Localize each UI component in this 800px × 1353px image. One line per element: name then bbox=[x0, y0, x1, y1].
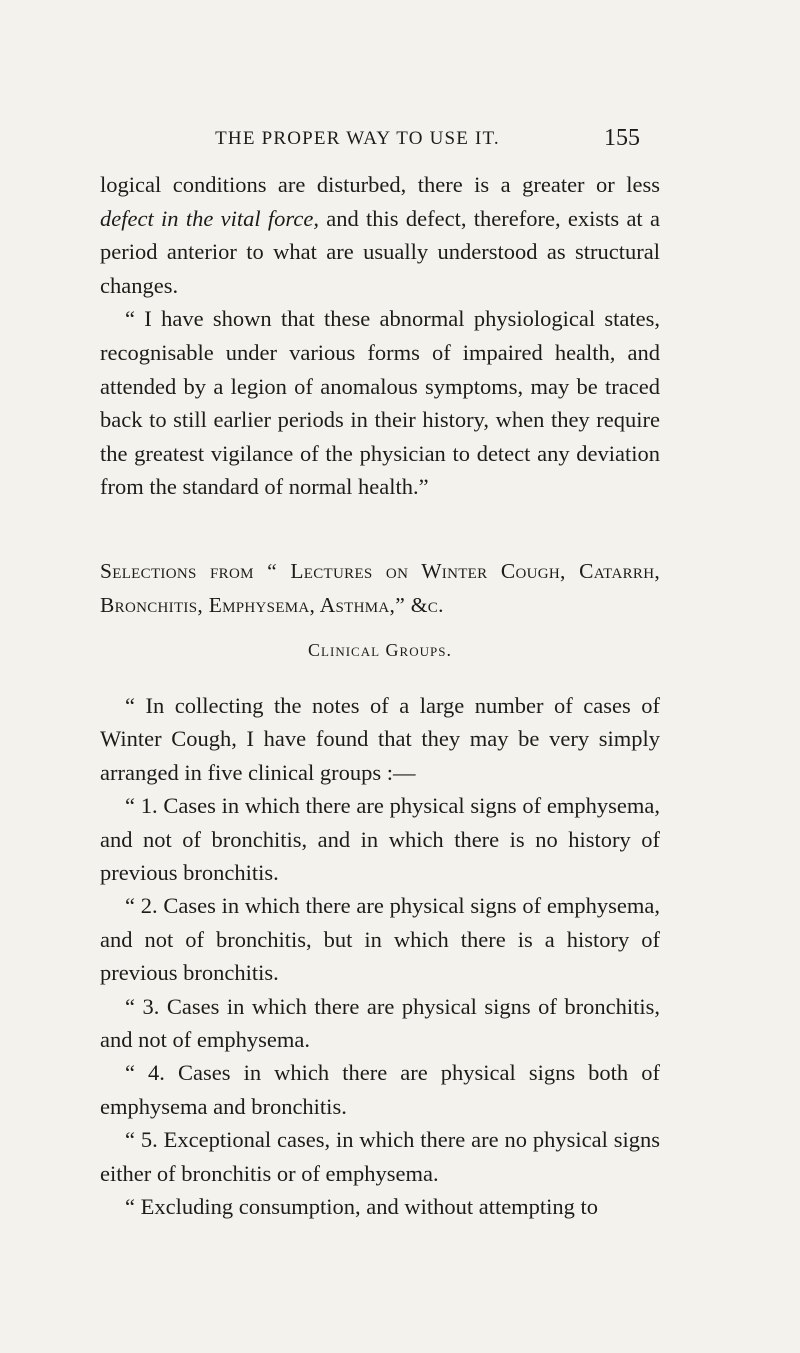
paragraph-quote: “ I have shown that these abnormal physiological states, recognisable under various forms of impaired health, and attended by a legion of anomalous symptoms, may be traced back to still earlier periods in their history, when they require the greatest vigilance of the physician to detect any deviation from the standard of normal health.” bbox=[100, 306, 660, 500]
bottom-text-block bbox=[100, 689, 660, 1224]
paragraph: “ In collecting the notes of a large number of cases of Winter Cough, I have found that they may be very simply arranged in five clinical groups :— bbox=[100, 693, 660, 785]
running-head: THE PROPER WAY TO USE IT. bbox=[215, 128, 500, 149]
list-item-group-4: “ 4. Cases in which there are physical signs both of emphysema and bronchitis. bbox=[100, 1060, 660, 1119]
section-subheading: Clinical Groups. bbox=[308, 640, 452, 660]
paragraph-text: and this defect, therefore, exists at a period anterior to what are usually understood as structural changes. bbox=[100, 205, 660, 298]
section-heading: Selections from “ Lectures on Winter Cough, Catarrh, Bronchitis, Emphysema, Asthma,” &c. bbox=[100, 559, 660, 617]
page-number: 155 bbox=[604, 125, 640, 151]
list-item-group-5: “ 5. Exceptional cases, in which there are no physical signs either of bronchitis or of emphysema. bbox=[100, 1127, 660, 1186]
list-item-group-2: “ 2. Cases in which there are physical signs of emphysema, and not of bronchitis, but in which there is a history of previous bronchitis. bbox=[100, 893, 660, 986]
list-item-group-3: “ 3. Cases in which there are physical signs of bronchitis, and not of emphysema. bbox=[100, 993, 660, 1053]
top-text-block bbox=[100, 168, 660, 504]
paragraph-text: logical conditions are disturbed, there is a greater or less bbox=[100, 172, 660, 197]
paragraph-trailing: “ Excluding consumption, and without attempting to bbox=[125, 1194, 599, 1220]
paragraph-continuation bbox=[100, 168, 660, 302]
italic-phrase: defect in the vital force, bbox=[100, 205, 319, 231]
list-item-group-1: “ 1. Cases in which there are physical signs of emphysema, and not of bronchitis, and in which there is no history of previous bronchitis. bbox=[100, 793, 660, 886]
